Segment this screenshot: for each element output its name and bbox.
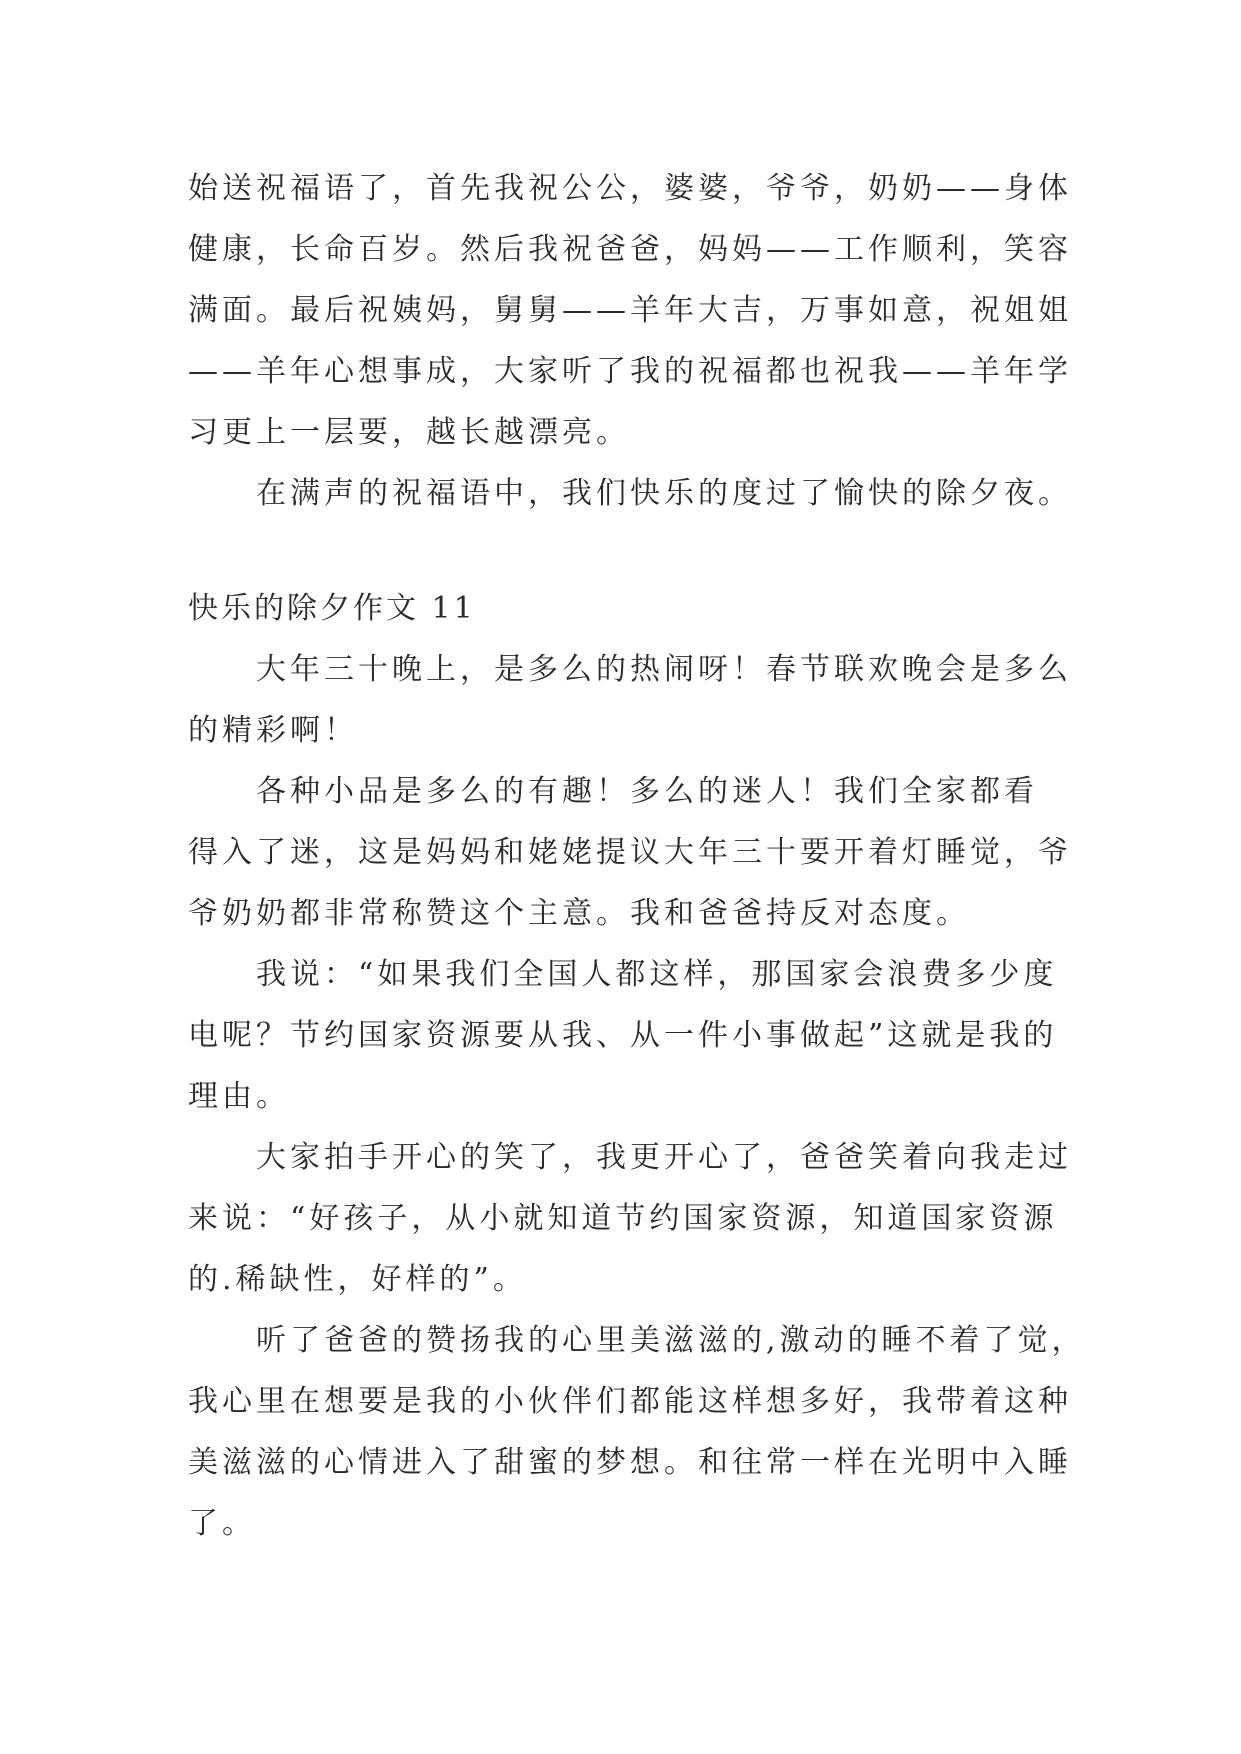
- paragraph-2: [188, 761, 1072, 944]
- text-line: 大家拍手开心的笑了，我更开心了，爸爸笑着向我走过: [256, 1140, 1072, 1175]
- text-line: 美滋滋的心情进入了甜蜜的梦想。和往常一样在光明中入睡: [188, 1445, 1072, 1480]
- text-line: ——羊年心想事成，大家听了我的祝福都也祝我——羊年学: [188, 354, 1072, 389]
- paragraph-4: [188, 1127, 1072, 1310]
- text-line: 了。: [188, 1506, 256, 1541]
- document-body: [188, 158, 1086, 1554]
- text-line: 习更上一层要，越长越漂亮。: [188, 415, 630, 450]
- text-line: 来说：“好孩子，从小就知道节约国家资源，知道国家资源: [188, 1201, 1058, 1236]
- essay-title: 快乐的除夕作文 11: [188, 591, 476, 626]
- closing-paragraph: [188, 463, 1072, 524]
- text-line: 始送祝福语了，首先我祝公公，婆婆，爷爷，奶奶——身体: [188, 171, 1072, 206]
- text-line: 理由。: [188, 1079, 290, 1114]
- paragraph-1: [188, 639, 1072, 761]
- text-line: 大年三十晚上，是多么的热闹呀！春节联欢晚会是多么: [256, 652, 1072, 687]
- text-line: 的.稀缺性，好样的”。: [188, 1262, 527, 1297]
- text-line: 各种小品是多么的有趣！多么的迷人！我们全家都看: [256, 774, 1038, 809]
- text-line: 我心里在想要是我的小伙伴们都能这样想多好，我带着这种: [188, 1384, 1072, 1419]
- text-line: 的精彩啊！: [188, 713, 358, 748]
- paragraph-5: [188, 1310, 1086, 1554]
- text-line: 在满声的祝福语中，我们快乐的度过了愉快的除夕夜。: [256, 476, 1072, 511]
- continuation-paragraph: [188, 158, 1072, 463]
- text-line: 爷奶奶都非常称赞这个主意。我和爸爸持反对态度。: [188, 896, 970, 931]
- text-line: 听了爸爸的赞扬我的心里美滋滋的,激动的睡不着了觉，: [256, 1323, 1086, 1358]
- text-line: 满面。最后祝姨妈，舅舅——羊年大吉，万事如意，祝姐姐: [188, 293, 1072, 328]
- text-line: 得入了迷，这是妈妈和姥姥提议大年三十要开着灯睡觉，爷: [188, 835, 1072, 870]
- section-spacer: [188, 524, 1068, 578]
- text-line: 电呢？节约国家资源要从我、从一件小事做起”这就是我的: [188, 1018, 1058, 1053]
- text-line: 我说：“如果我们全国人都这样，那国家会浪费多少度: [256, 957, 1058, 992]
- text-line: 健康，长命百岁。然后我祝爸爸，妈妈——工作顺利，笑容: [188, 232, 1072, 267]
- paragraph-3: [188, 944, 1068, 1127]
